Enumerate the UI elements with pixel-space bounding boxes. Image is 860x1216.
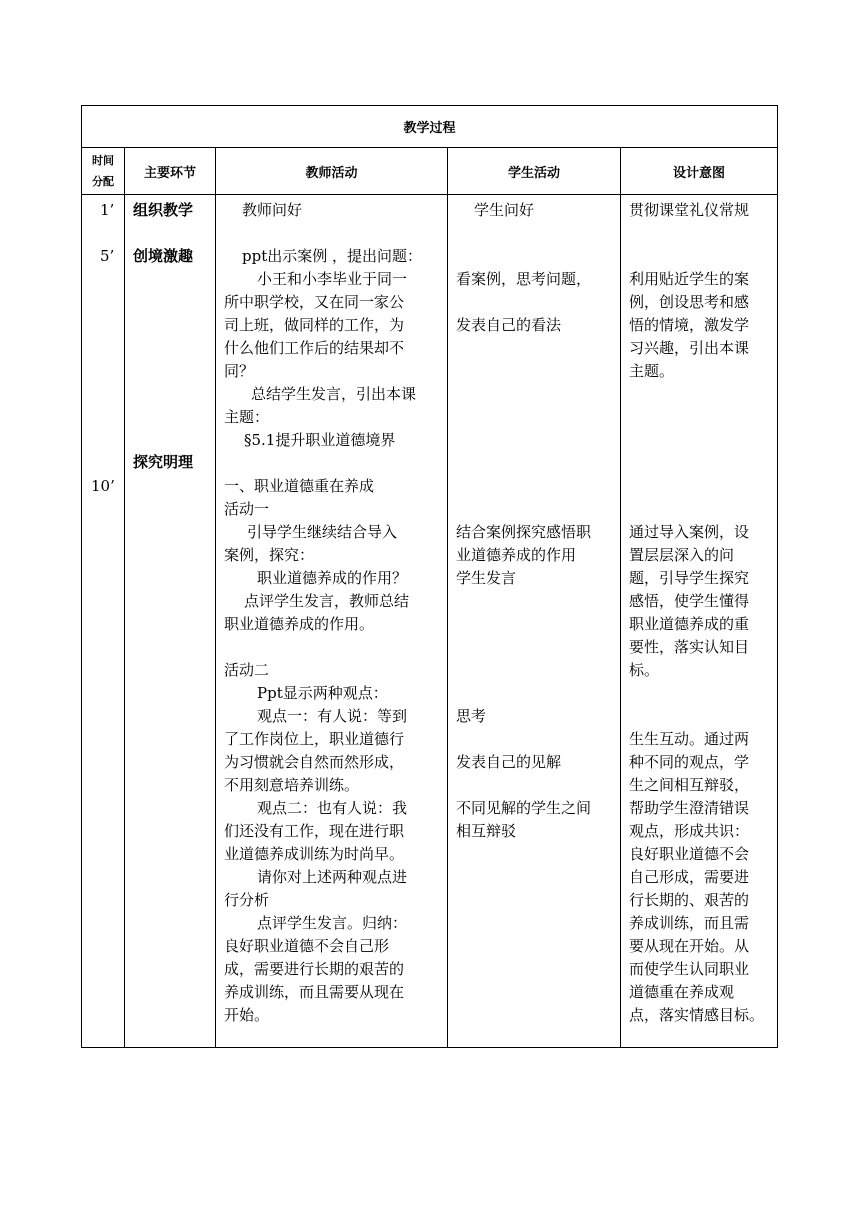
body-row [82,195,778,1048]
intent-line: 标。 [629,661,660,679]
teacher-line: 业道德养成训练为时尚早。 [224,845,405,863]
intent-line: 行长期的、艰苦的 [629,891,750,909]
teacher-line: 良好职业道德不会自己形 [224,937,390,955]
teacher-line: 活动二 [224,661,270,679]
intent-line: 要性，落实认知目 [629,638,750,656]
teacher-line: 观点二：也有人说：我 [257,799,408,817]
intent-line: 通过导入案例，设 [629,523,750,541]
header-row [82,148,778,195]
intent-line: 帮助学生澄清错误 [629,799,750,817]
teacher-line: 点评学生发言，教师总结 [244,592,410,610]
header-time-line2: 分配 [92,175,114,188]
stage-2: 创境激趣 [133,247,194,265]
intent-line: 要从现在开始。从 [629,937,750,955]
intent-line: 题，引导学生探究 [629,569,750,587]
intent-line: 而使学生认同职业 [629,960,750,978]
intent-line: 悟的情境，激发学 [629,316,750,334]
teacher-line: 成，需要进行长期的艰苦的 [224,960,405,978]
teacher-line: §5.1提升职业道德境界 [244,431,396,449]
student-line: 不同见解的学生之间 [456,799,592,817]
teacher-line: Ppt显示两种观点： [257,684,388,702]
time-1: 1’ [100,201,115,219]
teacher-line: 一、职业道德重在养成 [224,477,375,495]
intent-line: 自己形成，需要进 [629,868,750,886]
header-student: 学生活动 [448,148,621,195]
student-line: 思考 [456,707,487,725]
intent-line: 良好职业道德不会 [629,845,750,863]
teacher-line: 了工作岗位上，职业道德行 [224,730,405,748]
title-row [82,106,778,148]
header-stage: 主要环节 [125,148,216,195]
teacher-line: 司上班，做同样的工作，为 [224,316,405,334]
intent-line: 道德重在养成观 [629,983,735,1001]
student-line: 相互辩驳 [456,822,517,840]
student-line: 学生问好 [474,201,535,219]
intent-line: 例，创设思考和感 [629,293,750,311]
intent-line: 职业道德养成的重 [629,615,750,633]
teacher-line: 活动一 [224,500,270,518]
intent-line: 生生互动。通过两 [629,730,750,748]
header-time [82,148,125,195]
teacher-line: 为习惯就会自然而然形成， [224,753,405,771]
teacher-line: 总结学生发言，引出本课 [251,385,417,403]
teacher-line: 教师问好 [242,201,303,219]
header-teacher: 教师活动 [216,148,448,195]
teacher-line: 什么他们工作后的结果却不 [224,339,405,357]
teacher-line: 职业道德养成的作用？ [257,569,408,587]
teacher-line: 请你对上述两种观点进 [257,868,408,886]
teacher-line: 行分析 [224,891,270,909]
header-intent: 设计意图 [621,148,778,195]
intent-line: 利用贴近学生的案 [629,270,750,288]
teacher-line: ppt出示案例 ，提出问题： [242,247,423,265]
teacher-line: 开始。 [224,1006,270,1024]
time-2: 5’ [100,247,115,265]
teacher-cell [216,195,448,1048]
stage-1: 组织教学 [133,201,194,219]
teacher-line: 职业道德养成的作用。 [224,615,375,633]
student-line: 看案例，思考问题， [456,270,592,288]
student-line: 发表自己的见解 [456,753,562,771]
time-cell [82,195,125,1048]
intent-line: 习兴趣，引出本课 [629,339,750,357]
table-title: 教学过程 [82,106,778,148]
teacher-line: 不用刻意培养训练。 [224,776,360,794]
student-cell [448,195,621,1048]
teacher-line: 观点一：有人说：等到 [257,707,408,725]
student-line: 结合案例探究感悟职 [456,523,592,541]
teacher-line: 养成训练，而且需要从现在 [224,983,405,1001]
student-line: 发表自己的看法 [456,316,562,334]
teacher-line: 所中职学校，又在同一家公 [224,293,405,311]
intent-line: 生之间相互辩驳， [629,776,750,794]
intent-line: 感悟，使学生懂得 [629,592,750,610]
intent-line: 主题。 [629,362,675,380]
intent-line: 养成训练，而且需 [629,914,750,932]
time-3: 10’ [91,477,115,495]
intent-line: 贯彻课堂礼仪常规 [629,201,750,219]
teacher-line: 引导学生继续结合导入 [247,523,398,541]
student-line: 学生发言 [456,569,517,587]
intent-line: 种不同的观点，学 [629,753,750,771]
teacher-line: 小王和小李毕业于同一 [257,270,408,288]
teacher-line: 主题： [224,408,270,426]
teacher-line: 点评学生发言。归纳： [257,914,408,932]
stage-cell [125,195,216,1048]
header-time-line1: 时间 [92,154,114,167]
intent-line: 置层层深入的问 [629,546,735,564]
teacher-line: 案例，探究： [224,546,315,564]
teaching-process-table [81,105,778,1048]
stage-3: 探究明理 [133,453,194,471]
student-line: 业道德养成的作用 [456,546,577,564]
intent-line: 观点，形成共识： [629,822,750,840]
teacher-line: 同？ [224,362,255,380]
intent-cell [621,195,778,1048]
teacher-line: 们还没有工作，现在进行职 [224,822,405,840]
intent-line: 点，落实情感目标。 [629,1006,765,1024]
